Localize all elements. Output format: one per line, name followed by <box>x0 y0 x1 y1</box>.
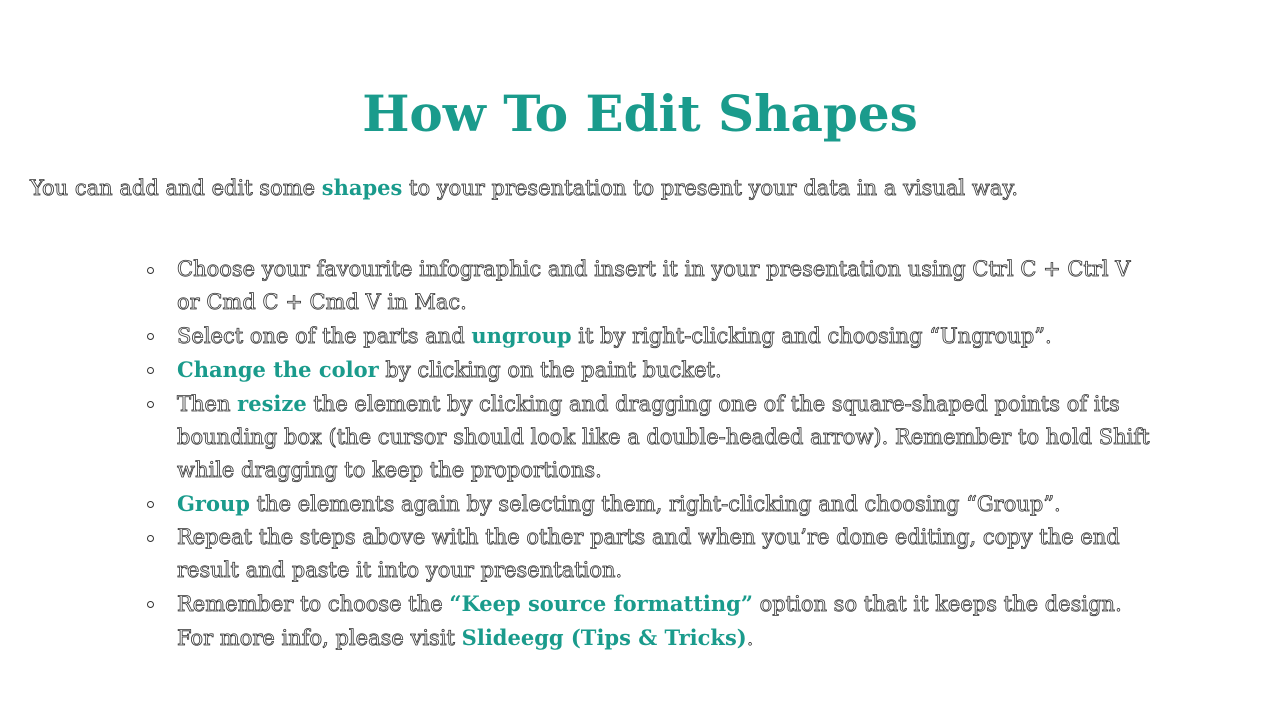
list-item <box>177 587 1152 655</box>
bullet-dot-icon <box>147 367 154 374</box>
list-item <box>177 521 1152 587</box>
bullet-text: by clicking on the paint bucket. <box>378 358 722 382</box>
list-item <box>177 253 1152 319</box>
bullet-text: Remember to choose the <box>177 592 450 616</box>
list-item <box>177 387 1152 487</box>
bullet-dot-icon <box>147 401 154 408</box>
bullet-dot-icon <box>147 267 154 274</box>
highlight-text: Group <box>177 491 250 516</box>
bullet-text: option so that it keeps the design. For more info, please visit <box>177 592 1122 650</box>
highlight-text: resize <box>237 391 307 416</box>
list-item <box>177 487 1152 521</box>
intro-highlight-shapes: shapes <box>321 175 403 200</box>
bullet-dot-icon <box>147 501 154 508</box>
highlight-text: “Keep source formatting” <box>449 591 753 616</box>
highlight-text: Change the color <box>177 357 379 382</box>
instruction-list <box>177 253 1152 655</box>
bullet-text: Choose your favourite infographic and insert it in your presentation using Ctrl C + Ctrl V or Cmd C + Cmd V in Mac. <box>177 257 1131 314</box>
list-item <box>177 319 1152 353</box>
highlight-text: Slideegg (Tips & Tricks) <box>461 625 747 650</box>
list-item <box>177 353 1152 387</box>
intro-text-before: You can add and edit some <box>30 176 322 200</box>
bullet-text: it by right-clicking and choosing “Ungroup”. <box>571 324 1052 348</box>
bullet-dot-icon <box>147 535 154 542</box>
bullet-text: the elements again by selecting them, right-clicking and choosing “Group”. <box>249 492 1061 516</box>
bullet-text: Select one of the parts and <box>177 324 472 348</box>
bullet-text: the element by clicking and dragging one of the square-shaped points of its bounding box (the cursor should look like a double-headed arrow). Remember to hold Shift while dragging to keep the proportions. <box>177 392 1150 482</box>
bullet-dot-icon <box>147 333 154 340</box>
bullet-dot-icon <box>147 601 154 608</box>
bullet-text: . <box>746 626 754 650</box>
intro-text-after: to your presentation to present your data in a visual way. <box>402 176 1019 200</box>
bullet-text: Then <box>177 392 238 416</box>
highlight-text: ungroup <box>471 323 572 348</box>
slide-title: How To Edit Shapes <box>362 84 918 143</box>
bullet-text: Repeat the steps above with the other parts and when you’re done editing, copy the end result and paste it into your presentation. <box>177 525 1120 582</box>
intro-paragraph <box>30 172 1270 204</box>
